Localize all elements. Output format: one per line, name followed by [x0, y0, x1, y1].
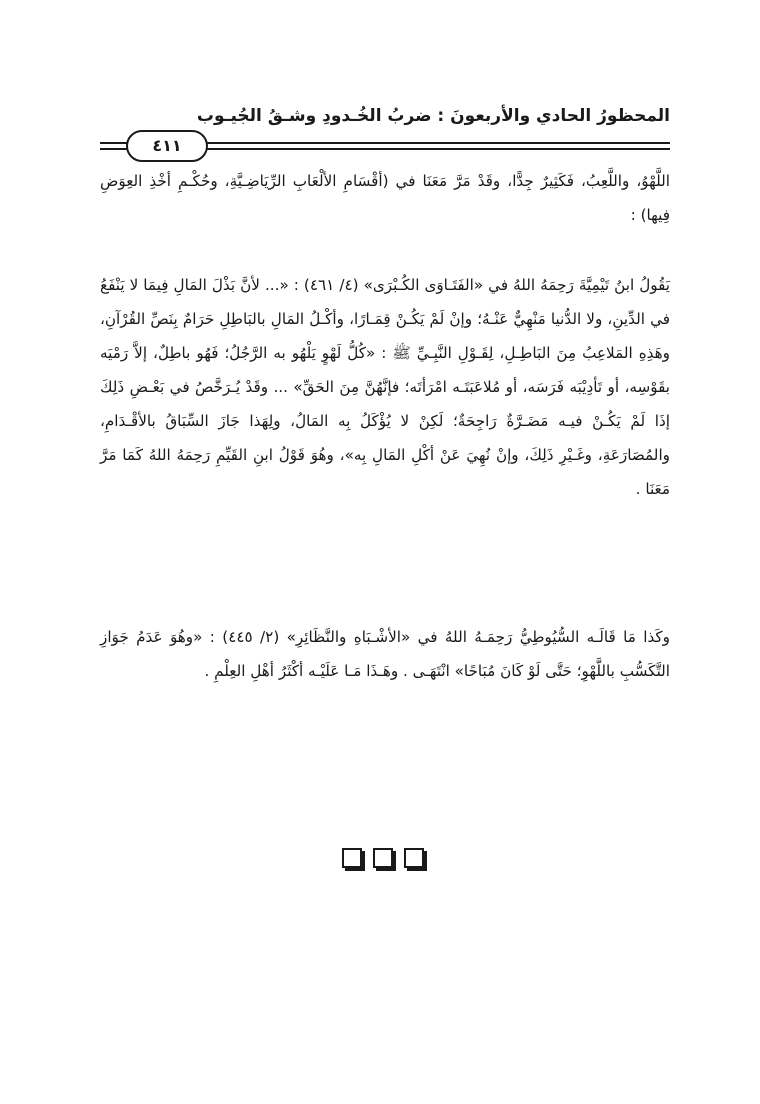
paragraph-2: يَقُولُ ابنُ تَيْمِيَّةَ رَحِمَهُ اللهُ في «الفَتَـاوَى الكُـبْرَى» (٤/ ٤٦١) : «... لأنَّ بَذْلَ المَالِ فِيمَا لا يَنْفَعُ في الدِّينِ، ولا الدُّنيا مَنْهِيٌّ عَنْـهُ؛ وإنْ لَمْ يَكُـنْ قِمَـارًا، وأكْـلُ المَالِ بالبَاطِلِ حَرَامٌ بِنَصِّ القُرْآنِ، وهَذِهِ المَلاعِبُ مِنَ البَاطِـلِ، لِقَـوْلِ النَّبِـيِّ ﷺ : «كُلُّ لَهْوٍ يَلْهُو به الرَّجُلُ؛ فَهُو باطِلٌ، إلاَّ رَمْيَه بقَوْسِه، أو تَأدِيْبَه فَرَسَه، أو مُلاعَبَتَـه امْرَأتَه؛ فإنَّهُنَّ مِنَ الحَقِّ» ... وقَدْ يُـرَخَّصُ في بَعْـضِ ذَلِكَ إذَا لَمْ يَكُـنْ فيـه مَضَـرَّةٌ رَاجِحَةٌ؛ لَكِنْ لا يُؤْكَلُ بِه المَالُ، ولِهَذا جَازَ السِّبَاقُ بالأقْـدَامِ، والمُصَارَعَةِ، وغَـيْرِ ذَلِكَ، وإنْ نُهِيَ عَنْ أكْلِ المَالِ بِه»، وهُوَ قَوْلُ ابنِ القَيِّمِ رَحِمَهُ اللهُ كَمَا مَرَّ مَعَنَا . [100, 276, 671, 498]
square-ornament-icon [342, 848, 362, 868]
square-ornament-icon [373, 848, 393, 868]
paragraph-3: وكَذا مَا قَالَـه السُّيُوطِيُّ رَحِمَـهُ اللهُ في «الأشْـبَاهِ والنَّظَائِرِ» (٢/ ٤٤٥) : «وهُوَ عَدَمُ جَوَازِ التَّكَسُّبِ باللَّهْوِ؛ حَتَّى لَوْ كَانَ مُبَاحًا» انْتَهَـى . وهَـذَا مَـا عَلَيْـه أكْثَرُ أهْلِ العِلْمِ . [100, 628, 671, 680]
paragraph-1: اللَّهْوُ، واللَّعِبُ، فَكَثِيرٌ جِدًّا، وقَدْ مَرَّ مَعَنَا في (أقْسَامِ الألْعَابِ الرِّيَاضِـيَّةِ، وحُكْـمِ أخْذِ العِوَضِ فِيها) : [100, 172, 670, 224]
section-end-ornament [342, 846, 424, 870]
square-ornament-icon [404, 848, 424, 868]
page-number: ٤١١ [126, 130, 208, 162]
header-title: المحظورُ الحادي والأربعونَ : ضربُ الخُـدودِ وشـقُ الجُيـوب [196, 106, 670, 126]
